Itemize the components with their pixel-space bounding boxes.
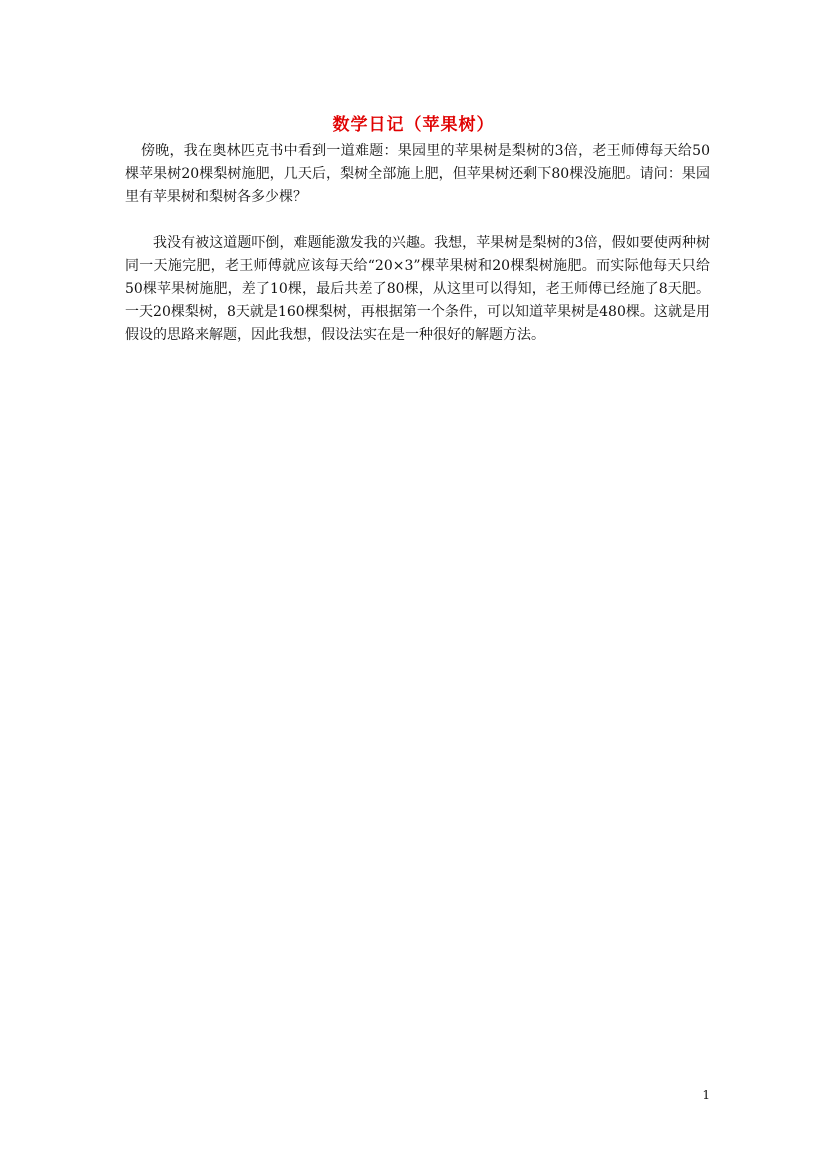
page-number: 1	[702, 1088, 710, 1102]
document-title: 数学日记（苹果树）	[332, 115, 495, 135]
document-body	[125, 140, 710, 347]
paragraph-problem: 傍晚，我在奥林匹克书中看到一道难题：果园里的苹果树是梨树的3倍，老王师傅每天给50棵苹果树20棵梨树施肥，几天后，梨树全部施上肥，但苹果树还剩下80棵没施肥。请问：果园里有苹果树和梨树各多少棵？	[125, 143, 710, 205]
paragraph-solution: 我没有被这道题吓倒，难题能激发我的兴趣。我想，苹果树是梨树的3倍，假如要使两种树同一天施完肥，老王师傅就应该每天给“20×3”棵苹果树和20棵梨树施肥。而实际他每天只给50棵苹果树施肥，差了10棵，最后共差了80棵，从这里可以得知，老王师傅已经施了8天肥。一天20棵梨树，8天就是160棵梨树，再根据第一个条件，可以知道苹果树是480棵。这就是用假设的思路来解题，因此我想，假设法实在是一种很好的解题方法。	[125, 235, 710, 343]
